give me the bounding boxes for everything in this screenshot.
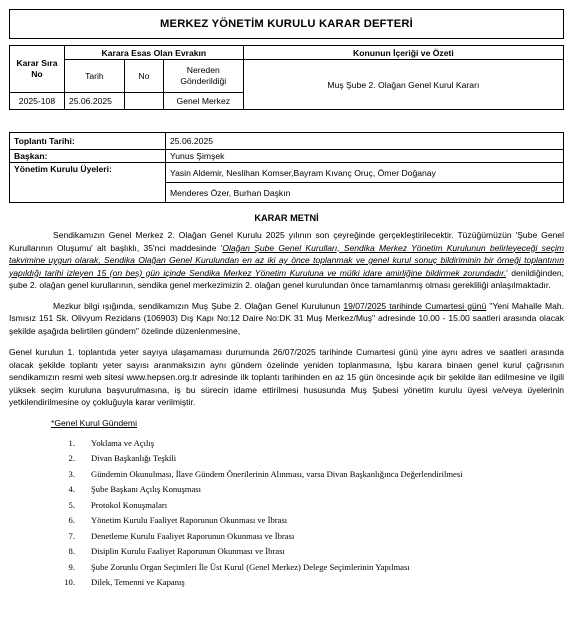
- gundem-item-text: Şube Zorunlu Organ Seçimleri İle Üst Kurul (Genel Merkez) Delege Seçimlerinin Yapılması: [91, 562, 410, 572]
- gundem-item-text: Yönetim Kurulu Faaliyet Raporunun Okunması ve İbrası: [91, 515, 288, 525]
- konu-header: Konunun İçeriği ve Özeti: [243, 46, 563, 60]
- gundem-item-number: 1.: [68, 438, 75, 448]
- toplanti-tarihi-value: 25.06.2025: [166, 133, 564, 150]
- gundem-item-text: Gündemin Okunulması, İlave Gündem Önerilerinin Alınması, varsa Divan Başkanlığınca Değerlendirilmesi: [91, 469, 463, 479]
- gundem-item-text: Şube Başkanı Açılış Konuşması: [91, 484, 202, 494]
- gonderen-cell: Genel Merkez: [163, 93, 243, 110]
- gundem-item-number: 7.: [68, 531, 75, 541]
- gonderen-header: Nereden Gönderildiği: [163, 60, 243, 93]
- no-header: No: [124, 60, 163, 93]
- no-cell: [124, 93, 163, 110]
- paragraph-2: Mezkur bilgi ışığında, sendikamızın Muş Şube 2. Olağan Genel Kurulunun 19/07/2025 tarihinde Cumartesi günü "Yeni Mahalle Mah. Ismısız 151 Sk. Olivyum Rezidans (106903) Dış Kapı No:12 Daire No:DK 31 Muş Merkez/Muş" adresinde 10.00 - 15.00 saatleri arasında olacak şekilde aşağıda belirtilen gündem" özelinde düzenlenmesine,: [9, 300, 564, 336]
- meeting-date-underlined: 19/07/2025 tarihinde Cumartesi günü: [343, 300, 487, 311]
- gundem-item-text: Denetleme Kurulu Faaliyet Raporunun Okunması ve İbrası: [91, 531, 295, 541]
- gundem-item-text: Yoklama ve Açılış: [91, 438, 155, 448]
- karar-no-cell: 2025-108: [10, 93, 65, 110]
- baskan-label: Başkan:: [10, 150, 166, 163]
- tuzuk-quote: Olağan Şube Genel Kurulları, Sendika Merkez Yönetim Kurulunun belirleyeceği seçim takvimine uygun olarak, Sendika Olağan Genel Kurulundan en az iki ay önce toplanmak ve genel kurul sonuç bildiriminin bir örneği toplantının yapıldığı tarihi izleyen 15 (on beş) gün içinde Sendika Merkez Yönetim Kuruluna ve mülki idare amirliğine bildirmek zorundadır.: [9, 242, 564, 278]
- gundem-item-number: 10.: [64, 577, 75, 587]
- paragraph-3: Genel kurulun 1. toplantıda yeter sayıya ulaşamaması durumunda 26/07/2025 tarihinde Cumartesi günü yine aynı adres ve saatleri arasında olacak şekilde toplantı yeter sayısı aranmaksızın aynı gündem özelinde yeniden toplanmasına, İşbu karara binaen genel kurul çağrısının sendikamızın resmi web sitesi www.hepsen.org.tr adresinde ilk toplantı tarihinden en az 15 gün öncesinde açık bir şekilde ilan edilmesine ve ilgili yüksek seçim kuruluna başvurulmasına, iş bu sürecin idame ettirilmesi hususunda Muş Şubesi yönetim kurulu üyesi ve/veya üyelerinin yetkilendirilmesine oy çokluğuyla karar verilmiştir.: [9, 347, 564, 407]
- gundem-item-number: 5.: [68, 500, 75, 510]
- baskan-value: Yunus Şimşek: [166, 150, 564, 163]
- gundem-item-number: 3.: [68, 469, 75, 479]
- gundem-item-text: Disiplin Kurulu Faaliyet Raporunun Okunması ve İbrası: [91, 546, 285, 556]
- gundem-item-text: Divan Başkanlığı Teşkili: [91, 453, 177, 463]
- meeting-info-table: [9, 132, 564, 203]
- gundem-item-number: 9.: [68, 562, 75, 572]
- gundem-item-number: 6.: [68, 515, 75, 525]
- uyeler-line-1: Yasin Aldemir, Neslihan Komser,Bayram Kıvanç Oruç, Ömer Doğanay: [166, 163, 564, 183]
- gundem-item-number: 4.: [68, 484, 75, 494]
- gundem-item-text: Protokol Konuşmaları: [91, 500, 168, 510]
- decision-header-table: [9, 45, 564, 110]
- gundem-item-number: 8.: [68, 546, 75, 556]
- gundem-item-text: Dilek, Temenni ve Kapanış: [91, 577, 185, 587]
- gundem-heading: *Genel Kurul Gündemi: [51, 418, 137, 428]
- karar-metni-body: [9, 229, 564, 409]
- uyeler-label: Yönetim Kurulu Üyeleri:: [10, 163, 166, 203]
- karar-metni-heading: KARAR METNİ: [254, 213, 319, 223]
- paragraph-1: Sendikamızın Genel Merkez 2. Olağan Genel Kurulu 2025 yılının son çeyreğinde gerçekleştirilecektir. Tüzüğümüzün 'Şube Genel Kurullarının Oluşumu' alt başlıklı, 35'nci maddesinde 'Olağan Şube Genel Kurulları, Sendika Merkez Yönetim Kurulunun belirleyeceği seçim takvimine uygun olarak, Sendika Olağan Genel Kurulundan en az iki ay önce toplanmak ve genel kurul sonuç bildiriminin bir örneği toplantının yapıldığı tarihi izleyen 15 (on beş) gün içinde Sendika Merkez Yönetim Kuruluna ve mülki idare amirliğine bildirmek zorundadır.' denildiğinden, şube 2. olağan genel kurullarının, sendika genel merkezimizin 2. olağan genel kurulundan önce tamamlanmış olması gerekliliği anlaşılmaktadır.: [9, 230, 564, 290]
- karar-sira-no-header: Karar Sıra No: [10, 46, 65, 93]
- tarih-header: Tarih: [64, 60, 124, 93]
- toplanti-tarihi-label: Toplantı Tarihi:: [10, 133, 166, 150]
- konu-cell: Muş Şube 2. Olağan Genel Kurul Kararı: [243, 60, 563, 110]
- gundem-list: [55, 436, 555, 616]
- karara-esas-header: Karara Esas Olan Evrakın: [64, 46, 243, 60]
- gundem-item-number: 2.: [68, 453, 75, 463]
- tarih-cell: 25.06.2025: [64, 93, 124, 110]
- uyeler-line-2: Menderes Özer, Burhan Daşkın: [166, 183, 564, 203]
- document-title: MERKEZ YÖNETİM KURULU KARAR DEFTERİ: [9, 9, 564, 39]
